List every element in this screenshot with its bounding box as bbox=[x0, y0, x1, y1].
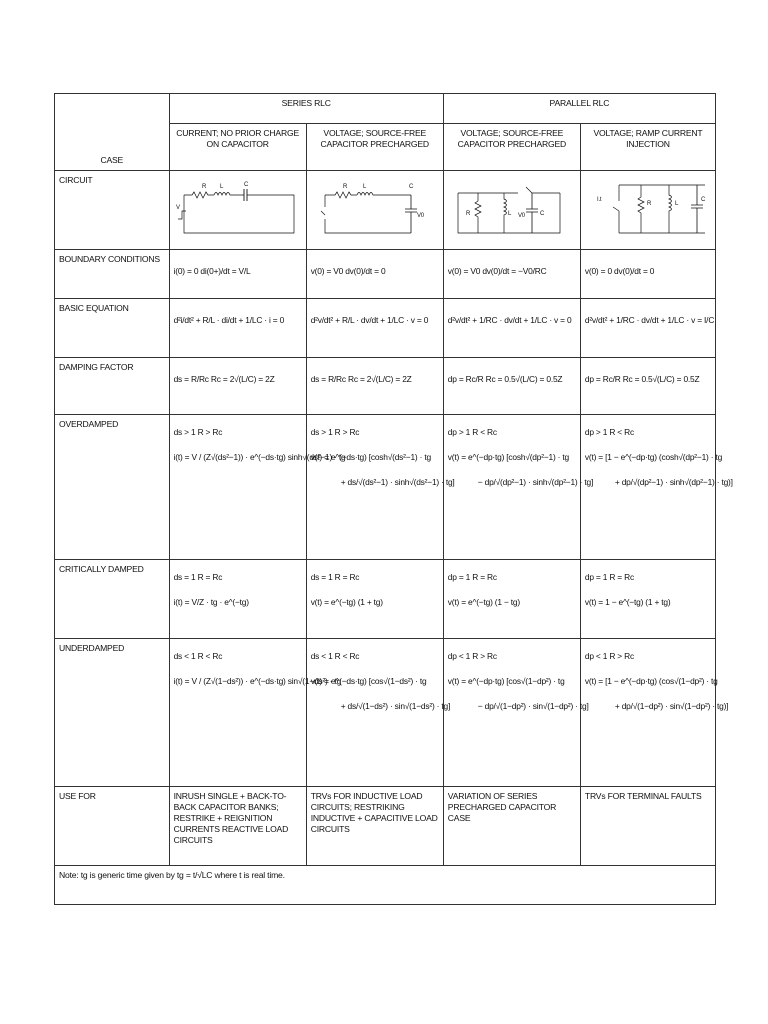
formula: v(t) = 1 − e^(−tg) (1 + tg) bbox=[584, 597, 671, 607]
formula-cell bbox=[306, 639, 451, 787]
formula: v(0) = V0 dv(0)/dt = −V0/RC bbox=[447, 266, 547, 276]
formula-cell bbox=[443, 415, 594, 560]
column-header: VOLTAGE; RAMP CURRENT INJECTION bbox=[580, 124, 715, 171]
circuit-label: C bbox=[408, 184, 413, 190]
formula: v(0) = V0 dv(0)/dt = 0 bbox=[310, 266, 386, 276]
parallel-rlc-ramp-circuit-diagram bbox=[585, 175, 709, 237]
circuit-row bbox=[55, 171, 716, 250]
formula: i(t) = V/Z · tg · e^(−tg) bbox=[173, 597, 249, 607]
formula-cell bbox=[443, 250, 580, 299]
series-rlc-voltage-circuit-diagram bbox=[311, 175, 435, 237]
use-for-row bbox=[55, 787, 716, 866]
formula-cell bbox=[443, 560, 580, 639]
formula: v(t) = e^(−dp·tg) [cos√(1−dp²) · tg bbox=[447, 676, 565, 686]
condition: dp < 1 R > Rc bbox=[447, 651, 497, 661]
rlc-table bbox=[54, 93, 733, 905]
formula: d²v/dt² + R/L · dv/dt + 1/LC · v = 0 bbox=[310, 315, 429, 325]
circuit-label: L bbox=[362, 184, 366, 190]
formula: d²v/dt² + 1/RC · dv/dt + 1/LC · v = 0 bbox=[447, 315, 572, 325]
circuit-label: L bbox=[219, 184, 223, 190]
row-label: UNDERDAMPED bbox=[55, 639, 170, 787]
formula: v(t) = e^(−dp·tg) [cosh√(dp²−1) · tg bbox=[447, 452, 569, 462]
formula: + ds/√(1−ds²) · sin√(1−ds²) · tg] bbox=[340, 701, 451, 711]
condition: ds < 1 R < Rc bbox=[173, 651, 223, 661]
circuit-label: L bbox=[507, 211, 511, 217]
condition: dp = 1 R = Rc bbox=[584, 572, 634, 582]
formula-cell bbox=[443, 299, 580, 358]
circuit-cell bbox=[580, 171, 715, 250]
circuit-cell bbox=[306, 171, 443, 250]
formula: v(t) = e^(−tg) (1 + tg) bbox=[310, 597, 383, 607]
formula: ds = R/Rc Rc = 2√(L/C) = 2Z bbox=[310, 374, 412, 384]
row-label: OVERDAMPED bbox=[55, 415, 170, 560]
circuit-label: C bbox=[539, 211, 544, 217]
rlc-reference-sheet bbox=[54, 93, 733, 922]
header-row-groups bbox=[55, 94, 716, 124]
formula-cell bbox=[580, 560, 715, 639]
formula: i(t) = V / (Z√(1−ds²)) · e^(−ds·tg) sin√(1−ds²) · tg bbox=[173, 676, 342, 686]
condition: ds = 1 R = Rc bbox=[310, 572, 360, 582]
boundary-conditions-row bbox=[55, 250, 716, 299]
formula: dp = Rc/R Rc = 0.5√(L/C) = 0.5Z bbox=[584, 374, 700, 384]
circuit-label: R bbox=[342, 184, 347, 190]
series-rlc-current-circuit-diagram bbox=[174, 175, 298, 237]
circuit-label: R bbox=[201, 184, 206, 190]
formula-cell bbox=[306, 358, 443, 415]
circuit-label: V0 bbox=[416, 213, 424, 219]
condition: ds > 1 R > Rc bbox=[310, 427, 360, 437]
formula: d²v/dt² + 1/RC · dv/dt + 1/LC · v = I/C bbox=[584, 315, 715, 325]
case-header: CASE bbox=[55, 94, 170, 171]
use-text: TRVs FOR INDUCTIVE LOAD CIRCUITS; RESTRIKING INDUCTIVE + CAPACITIVE LOAD CIRCUITS bbox=[310, 791, 438, 834]
formula: v(t) = [1 − e^(−dp·tg) (cosh√(dp²−1) · tg bbox=[584, 452, 723, 462]
formula: i(t) = V / (Z√(ds²−1)) · e^(−ds·tg) sinh√(ds²−1) · tg bbox=[173, 452, 346, 462]
overdamped-row bbox=[55, 415, 716, 560]
condition: dp = 1 R = Rc bbox=[447, 572, 497, 582]
formula: v(t) = [1 − e^(−dp·tg) (cos√(1−dp²) · tg bbox=[584, 676, 718, 686]
formula-cell bbox=[306, 250, 443, 299]
circuit-label: V bbox=[175, 205, 180, 211]
use-text: INRUSH SINGLE + BACK-TO-BACK CAPACITOR BANKS; RESTRIKE + REIGNITION CURRENTS REACTIVE LOAD CIRCUITS bbox=[173, 791, 289, 845]
condition: ds < 1 R < Rc bbox=[310, 651, 360, 661]
formula: d²i/dt² + R/L · di/dt + 1/LC · i = 0 bbox=[173, 315, 285, 325]
formula-cell bbox=[169, 560, 306, 639]
circuit-label: R bbox=[646, 201, 652, 207]
formula: v(t) = e^(−ds·tg) [cosh√(ds²−1) · tg bbox=[310, 452, 431, 462]
row-label: BASIC EQUATION bbox=[55, 299, 170, 358]
formula: − dp/√(1−dp²) · sin√(1−dp²) · tg] bbox=[477, 701, 589, 711]
condition: dp < 1 R > Rc bbox=[584, 651, 634, 661]
critically-damped-row bbox=[55, 560, 716, 639]
formula-cell bbox=[169, 358, 306, 415]
formula-cell bbox=[580, 639, 729, 787]
use-text: TRVs FOR TERMINAL FAULTS bbox=[584, 791, 702, 801]
use-cell bbox=[443, 787, 580, 866]
circuit-cell bbox=[169, 171, 306, 250]
formula: − dp/√(dp²−1) · sinh√(dp²−1) · tg] bbox=[477, 477, 594, 487]
row-label: DAMPING FACTOR bbox=[55, 358, 170, 415]
basic-equation-row bbox=[55, 299, 716, 358]
formula-cell bbox=[169, 250, 306, 299]
formula: v(0) = 0 dv(0)/dt = 0 bbox=[584, 266, 655, 276]
formula-cell bbox=[306, 415, 455, 560]
note-row bbox=[55, 866, 716, 905]
formula: v(t) = e^(−ds·tg) [cos√(1−ds²) · tg bbox=[310, 676, 427, 686]
formula-cell bbox=[580, 250, 715, 299]
condition: ds = 1 R = Rc bbox=[173, 572, 223, 582]
parallel-rlc-header: PARALLEL RLC bbox=[443, 94, 715, 124]
formula: + dp/√(dp²−1) · sinh√(dp²−1) · tg)] bbox=[614, 477, 733, 487]
footnote: Note: tg is generic time given by tg = t/√LC where t is real time. bbox=[55, 866, 716, 905]
use-cell bbox=[580, 787, 715, 866]
formula: dp = Rc/R Rc = 0.5√(L/C) = 0.5Z bbox=[447, 374, 563, 384]
row-label: CRITICALLY DAMPED bbox=[55, 560, 170, 639]
row-label: CIRCUIT bbox=[55, 171, 170, 250]
formula-cell bbox=[443, 358, 580, 415]
formula: + ds/√(ds²−1) · sinh√(ds²−1) · tg] bbox=[340, 477, 455, 487]
circuit-label: C bbox=[700, 197, 706, 203]
formula-cell bbox=[580, 358, 715, 415]
parallel-rlc-voltage-circuit-diagram bbox=[448, 175, 572, 237]
condition: ds > 1 R > Rc bbox=[173, 427, 223, 437]
formula-cell bbox=[443, 639, 589, 787]
column-header: CURRENT; NO PRIOR CHARGE ON CAPACITOR bbox=[169, 124, 306, 171]
formula: i(0) = 0 di(0+)/dt = V/L bbox=[173, 266, 251, 276]
damping-factor-row bbox=[55, 358, 716, 415]
formula-cell bbox=[306, 299, 443, 358]
column-header: VOLTAGE; SOURCE-FREE CAPACITOR PRECHARGED bbox=[443, 124, 580, 171]
formula-cell bbox=[580, 415, 733, 560]
use-cell bbox=[169, 787, 306, 866]
formula-cell bbox=[306, 560, 443, 639]
formula: v(t) = e^(−tg) (1 − tg) bbox=[447, 597, 520, 607]
formula-cell bbox=[169, 639, 342, 787]
circuit-cell bbox=[443, 171, 580, 250]
formula-cell bbox=[580, 299, 715, 358]
row-label: BOUNDARY CONDITIONS bbox=[55, 250, 170, 299]
condition: dp > 1 R < Rc bbox=[447, 427, 497, 437]
formula-cell bbox=[169, 299, 306, 358]
series-rlc-header: SERIES RLC bbox=[169, 94, 443, 124]
use-text: VARIATION OF SERIES PRECHARGED CAPACITOR CASE bbox=[447, 791, 557, 823]
row-label: USE FOR bbox=[55, 787, 170, 866]
circuit-label: R bbox=[465, 211, 470, 217]
condition: dp > 1 R < Rc bbox=[584, 427, 634, 437]
column-header: VOLTAGE; SOURCE-FREE CAPACITOR PRECHARGED bbox=[306, 124, 443, 171]
circuit-label: L bbox=[674, 201, 679, 207]
formula: ds = R/Rc Rc = 2√(L/C) = 2Z bbox=[173, 374, 275, 384]
underdamped-row bbox=[55, 639, 716, 787]
use-cell bbox=[306, 787, 443, 866]
formula: + dp/√(1−dp²) · sin√(1−dp²) · tg)] bbox=[614, 701, 729, 711]
circuit-label: C bbox=[243, 182, 248, 188]
circuit-label: I.t bbox=[596, 197, 602, 203]
formula-cell bbox=[169, 415, 346, 560]
circuit-label: V0 bbox=[517, 213, 525, 219]
